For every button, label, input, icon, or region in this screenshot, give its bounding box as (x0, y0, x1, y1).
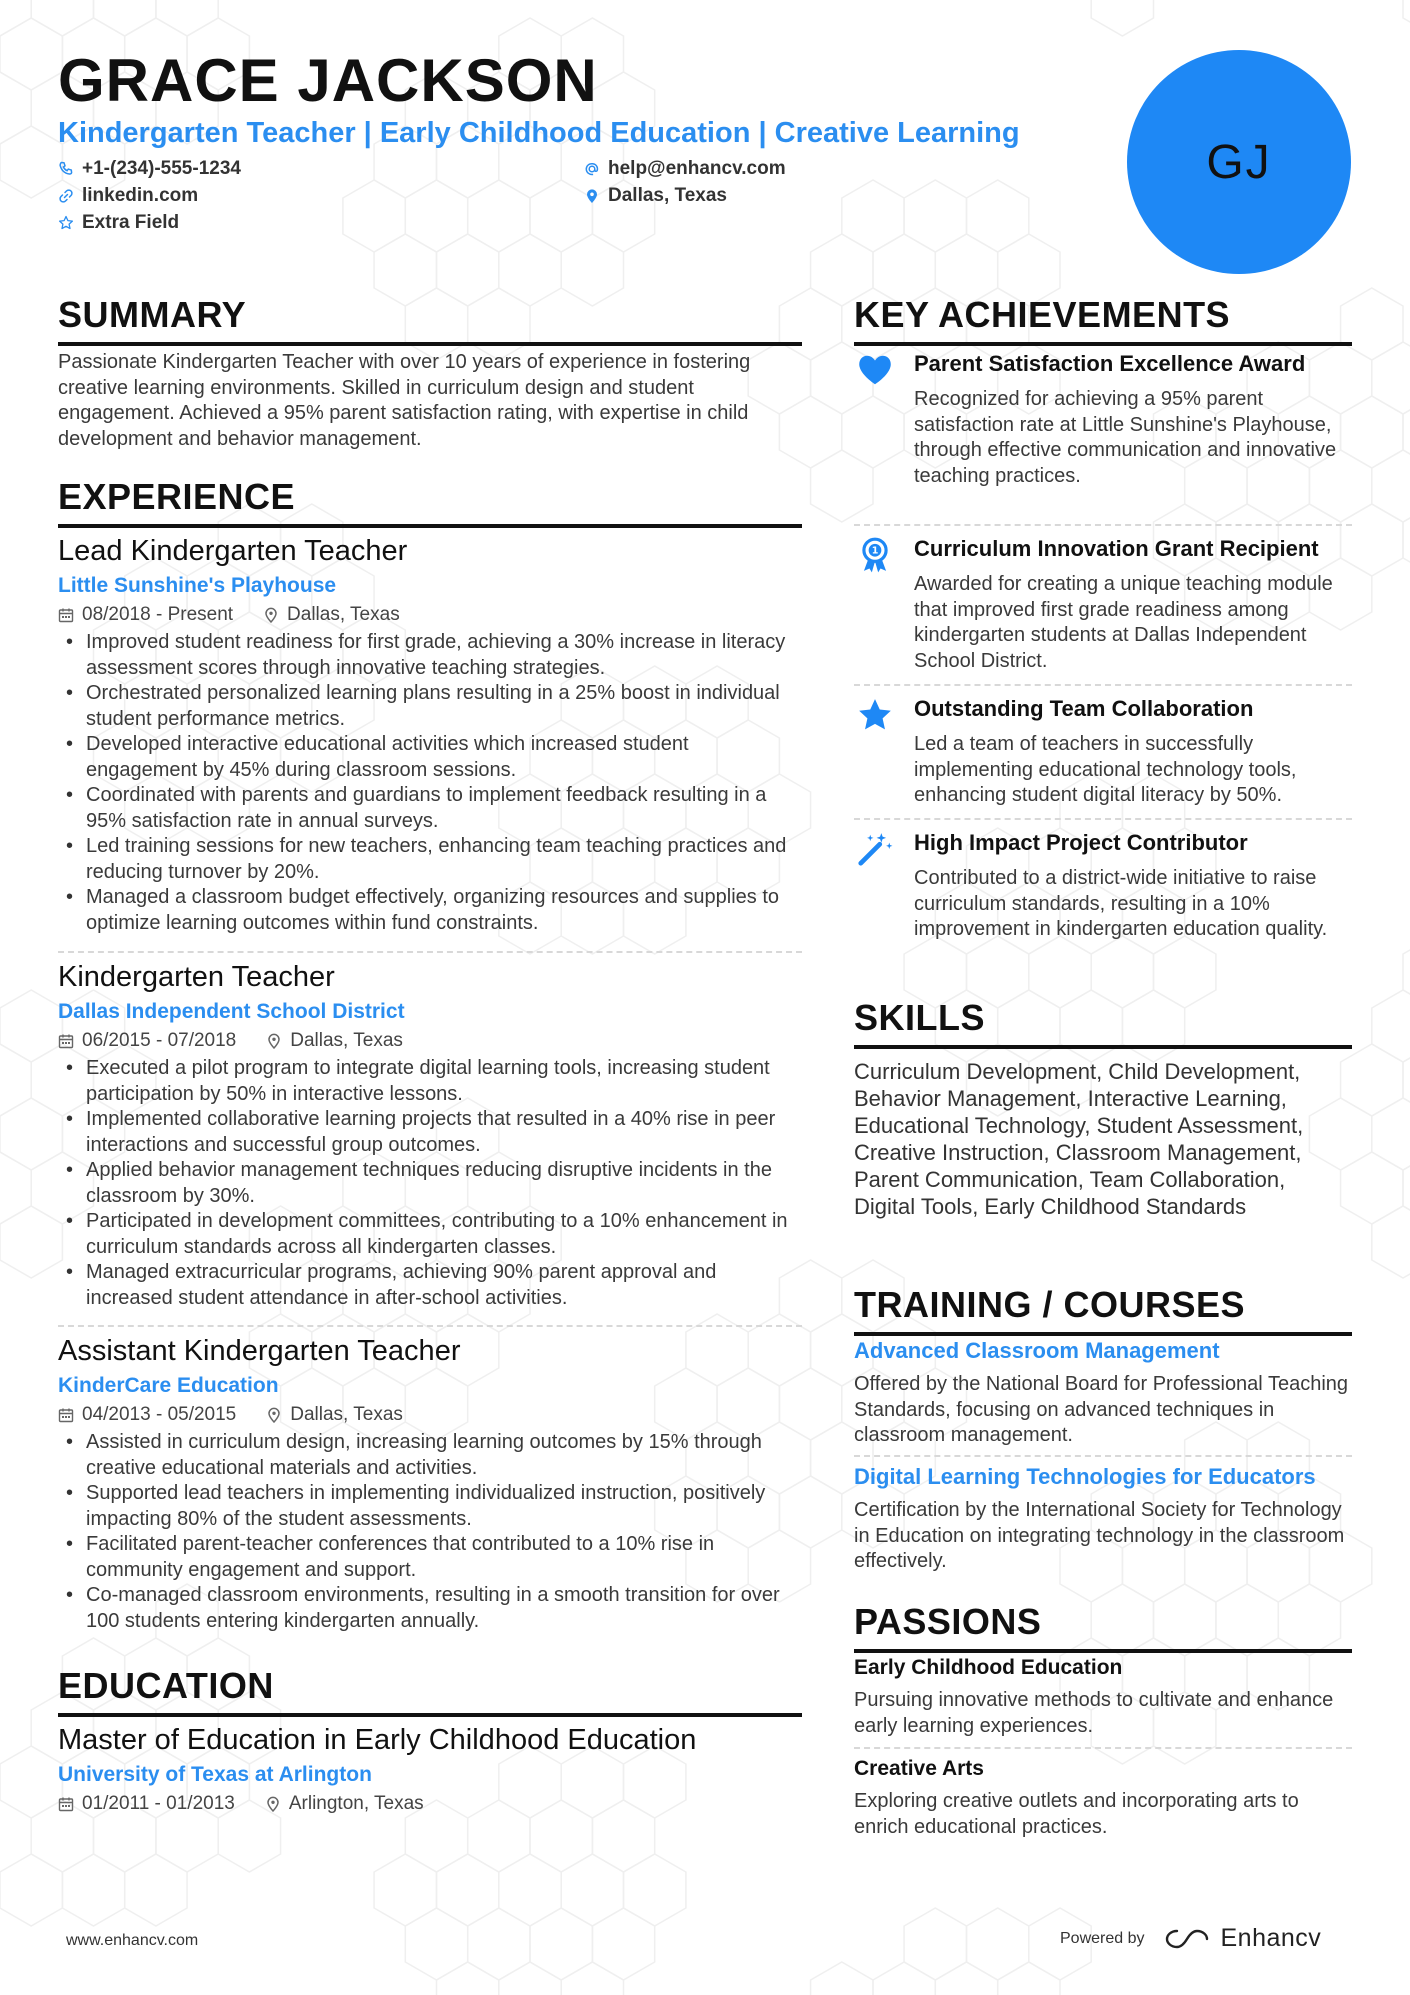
job-location (263, 604, 400, 626)
entry-divider (854, 1455, 1352, 1457)
job-meta (58, 1404, 802, 1426)
company-name: Little Sunshine's Playhouse (58, 574, 337, 597)
job-meta (58, 1030, 802, 1052)
calendar-icon (58, 1407, 74, 1423)
entry-divider (58, 1325, 802, 1327)
education-location-text: Arlington, Texas (288, 1793, 424, 1814)
skills-list: Curriculum Development, Child Development, Behavior Management, Interactive Learning, Educational Technology, Student Assessment, Creative Instruction, Classroom Management, Parent Communication, Team Collaboration, Digital Tools, Early Childhood Standards (854, 1059, 1304, 1219)
location-pin-icon (265, 1796, 281, 1812)
achievement-title: Parent Satisfaction Excellence Award (914, 351, 1306, 376)
footer-branding[interactable] (1060, 1924, 1321, 1953)
contact-email[interactable] (584, 158, 786, 180)
passion-desc: Exploring creative outlets and incorporating arts to enrich educational practices. (854, 1790, 1299, 1838)
location-pin-icon (266, 1407, 282, 1423)
achievement-item (854, 536, 1352, 674)
job-bullet: • Applied behavior management techniques reducing disruptive incidents in the classroom by 30%. (58, 1158, 802, 1209)
job-bullet: • Co-managed classroom environments, resulting in a smooth transition for over 100 students entering kindergarten annually. (58, 1583, 802, 1634)
course-title: Advanced Classroom Management (854, 1338, 1220, 1363)
job-dates-text: 06/2015 - 07/2018 (82, 1030, 237, 1051)
svg-text:1: 1 (871, 545, 879, 557)
candidate-name: GRACE JACKSON (58, 47, 598, 114)
contact-linkedin[interactable] (58, 185, 198, 207)
contact-phone-text: +1-(234)-555-1234 (82, 158, 241, 179)
achievement-title: Outstanding Team Collaboration (914, 696, 1254, 721)
experience-section-title: EXPERIENCE (58, 476, 802, 528)
job-bullet: • Developed interactive educational activities which increased student engagement by 45% during classroom sessions. (58, 732, 802, 783)
training-section-title: TRAINING / COURSES (854, 1284, 1352, 1336)
summary-section-title: SUMMARY (58, 294, 802, 346)
job-location (266, 1404, 403, 1426)
passion-title: Early Childhood Education (854, 1656, 1123, 1679)
experience-entry (58, 1335, 802, 1634)
job-bullet: • Managed a classroom budget effectively, organizing resources and supplies to optimize learning outcomes within fund constraints. (58, 885, 802, 936)
job-bullets (58, 1056, 802, 1311)
achievement-item (854, 696, 1352, 809)
experience-entry (58, 535, 802, 936)
job-bullet: • Facilitated parent-teacher conferences that contributed to a 10% rise in community engagement and support. (58, 1532, 802, 1583)
company-name: KinderCare Education (58, 1374, 279, 1397)
job-dates-text: 04/2013 - 05/2015 (82, 1404, 237, 1425)
heart-icon (856, 351, 894, 389)
course-item (854, 1338, 1352, 1449)
job-dates (58, 1030, 236, 1052)
job-meta (58, 604, 802, 626)
education-location (265, 1793, 424, 1815)
avatar-initials: GJ (1206, 135, 1272, 189)
location-pin-icon (266, 1033, 282, 1049)
footer-website-link[interactable]: www.enhancv.com (66, 1932, 199, 1949)
education-meta (58, 1793, 802, 1815)
passion-item (854, 1757, 1352, 1840)
job-location-text: Dallas, Texas (290, 1030, 403, 1051)
calendar-icon (58, 607, 74, 623)
achievement-desc: Contributed to a district-wide initiative to raise curriculum standards, resulting in a 10% improvement in kindergarten education quality. (914, 867, 1328, 940)
link-icon (58, 188, 74, 204)
entry-divider (854, 818, 1352, 820)
entry-divider (854, 684, 1352, 686)
achievement-item (854, 830, 1352, 943)
education-dates (58, 1793, 235, 1815)
avatar (1127, 50, 1351, 274)
job-bullet: • Supported lead teachers in implementing individualized instruction, positively impacting 80% of the student assessments. (58, 1481, 802, 1532)
entry-divider (58, 951, 802, 953)
course-item (854, 1464, 1352, 1575)
education-section-title: EDUCATION (58, 1665, 802, 1717)
candidate-tagline: Kindergarten Teacher | Early Childhood Education | Creative Learning (58, 117, 1020, 149)
course-desc: Certification by the International Society for Technology in Education on integrating technology in the classroom effectively. (854, 1499, 1345, 1572)
job-bullet: • Participated in development committees, contributing to a 10% enhancement in curriculum standards across all kindergarten classes. (58, 1209, 802, 1260)
job-bullet: • Led training sessions for new teachers, enhancing team teaching practices and reducing turnover by 20%. (58, 834, 802, 885)
contact-location (584, 185, 727, 207)
phone-icon (58, 161, 74, 177)
job-bullet: • Implemented collaborative learning projects that resulted in a 40% rise in peer interactions and successful group outcomes. (58, 1107, 802, 1158)
passion-desc: Pursuing innovative methods to cultivate and enhance early learning experiences. (854, 1689, 1334, 1737)
calendar-icon (58, 1033, 74, 1049)
job-title: Kindergarten Teacher (58, 961, 335, 993)
location-pin-icon (584, 188, 600, 204)
summary-text: Passionate Kindergarten Teacher with over 10 years of experience in fostering creative learning environments. Skilled in curriculum design and student engagement. Achieved a 95% parent satisfaction rating, with expertise in child development and behavior management. (58, 351, 751, 450)
contact-location-text: Dallas, Texas (608, 185, 728, 206)
passion-title: Creative Arts (854, 1757, 984, 1780)
job-bullet: • Executed a pilot program to integrate digital learning tools, increasing student participation by 50% in interactive lessons. (58, 1056, 802, 1107)
job-bullet: • Coordinated with parents and guardians to implement feedback resulting in a 95% satisfaction rate in annual surveys. (58, 783, 802, 834)
education-entry (58, 1724, 802, 1815)
school-name: University of Texas at Arlington (58, 1763, 372, 1786)
job-bullets (58, 1430, 802, 1634)
enhancv-logo (1165, 1924, 1322, 1953)
degree-title: Master of Education in Early Childhood Education (58, 1724, 697, 1756)
achievement-desc: Recognized for achieving a 95% parent satisfaction rate at Little Sunshine's Playhouse, through effective communication and innovative teaching practices. (914, 388, 1337, 487)
job-dates (58, 604, 233, 626)
education-dates-text: 01/2011 - 01/2013 (82, 1793, 235, 1814)
contact-info (58, 158, 1078, 238)
contact-phone[interactable] (58, 158, 241, 180)
achievement-item (854, 351, 1352, 489)
at-sign-icon (584, 161, 600, 177)
contact-email-text: help@enhancv.com (608, 158, 786, 179)
contact-linkedin-text: linkedin.com (82, 185, 199, 206)
powered-by-label: Powered by (1060, 1929, 1145, 1947)
achievement-title: Curriculum Innovation Grant Recipient (914, 536, 1319, 561)
achievements-section-title: KEY ACHIEVEMENTS (854, 294, 1352, 346)
job-dates (58, 1404, 236, 1426)
job-bullet: • Assisted in curriculum design, increasing learning outcomes by 15% through creative educational materials and activities. (58, 1430, 802, 1481)
achievement-title: High Impact Project Contributor (914, 830, 1248, 855)
magic-wand-icon (856, 830, 894, 868)
passions-section-title: PASSIONS (854, 1601, 1352, 1653)
job-bullets (58, 630, 802, 936)
calendar-icon (58, 1796, 74, 1812)
achievement-desc: Awarded for creating a unique teaching module that improved first grade readiness among kindergarten students at Dallas Independent School District. (914, 573, 1333, 672)
location-pin-icon (263, 607, 279, 623)
job-dates-text: 08/2018 - Present (82, 604, 234, 625)
contact-extra-text: Extra Field (82, 212, 180, 233)
contact-extra (58, 212, 179, 234)
star-icon (856, 696, 894, 734)
star-outline-icon (58, 215, 74, 231)
experience-entry (58, 961, 802, 1311)
achievement-desc: Led a team of teachers in successfully implementing educational technology tools, enhancing student digital literacy by 50%. (914, 733, 1297, 806)
course-desc: Offered by the National Board for Professional Teaching Standards, focusing on advanced techniques in classroom management. (854, 1373, 1349, 1446)
entry-divider (854, 524, 1352, 526)
job-title: Lead Kindergarten Teacher (58, 535, 408, 567)
job-bullet: • Orchestrated personalized learning plans resulting in a 25% boost in individual student performance metrics. (58, 681, 802, 732)
enhancv-logo-icon (1165, 1927, 1211, 1951)
job-location (266, 1030, 403, 1052)
company-name: Dallas Independent School District (58, 1000, 405, 1023)
job-location-text: Dallas, Texas (287, 604, 400, 625)
job-bullet: • Managed extracurricular programs, achieving 90% parent approval and increased student attendance in after-school activities. (58, 1260, 802, 1311)
job-bullet: • Improved student readiness for first grade, achieving a 30% increase in literacy assessment scores through innovative teaching strategies. (58, 630, 802, 681)
skills-section-title: SKILLS (854, 997, 1352, 1049)
brand-name: Enhancv (1220, 1924, 1322, 1952)
course-title: Digital Learning Technologies for Educators (854, 1464, 1316, 1489)
job-title: Assistant Kindergarten Teacher (58, 1335, 461, 1367)
award-ribbon-icon (856, 536, 894, 574)
job-location-text: Dallas, Texas (290, 1404, 403, 1425)
passion-item (854, 1656, 1352, 1739)
entry-divider (854, 1747, 1352, 1749)
